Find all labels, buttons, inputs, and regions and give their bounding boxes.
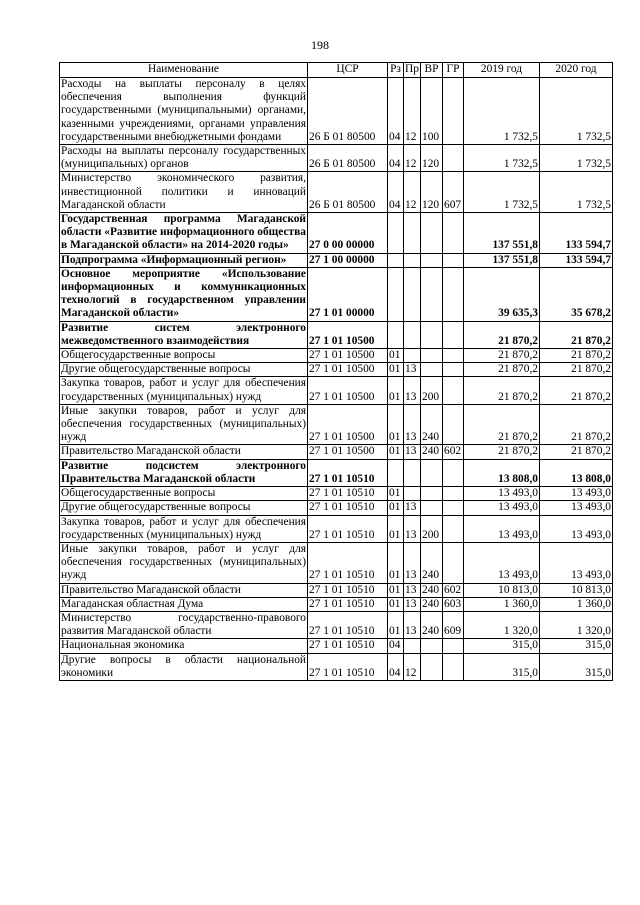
cell-gr [443,78,464,145]
cell-csr: 27 1 01 10510 [308,653,388,680]
cell-pr: 13 [404,597,421,611]
page-number: 198 [311,38,329,52]
table-row [60,78,613,145]
cell-name: Расходы на выплаты персоналу в целях обеспечения выполнения функций государственными (муниципальными) органами, казенными учреждениями, органами управления государственными внебюджетными фондами [61,78,306,143]
cell-csr: 26 Б 01 80500 [308,172,388,213]
cell-pr [404,459,421,486]
cell-gr: 602 [443,445,464,459]
cell-rz: 01 [388,377,404,404]
cell-rz: 04 [388,653,404,680]
cell-csr: 27 1 01 10510 [308,459,388,486]
cell-gr [443,653,464,680]
cell-vr [421,639,443,653]
cell-rz [388,267,404,321]
cell-2019: 39 635,3 [464,267,540,321]
cell-pr: 13 [404,611,421,638]
header-2020: 2020 год [540,63,613,78]
cell-2020: 21 870,2 [540,377,613,404]
cell-vr [421,459,443,486]
cell-gr [443,267,464,321]
cell-2020: 21 870,2 [540,363,613,377]
cell-gr [443,363,464,377]
cell-2020: 13 808,0 [540,459,613,486]
cell-name: Расходы на выплаты персоналу государственных (муниципальных) органов [61,145,306,171]
cell-pr: 12 [404,145,421,172]
cell-gr [443,145,464,172]
table-row [60,639,613,653]
cell-vr: 240 [421,542,443,583]
cell-2020: 315,0 [540,639,613,653]
cell-2019: 1 320,0 [464,611,540,638]
cell-rz: 01 [388,445,404,459]
table-row [60,172,613,213]
header-pr: Пр [404,63,421,78]
cell-gr [443,321,464,348]
cell-vr [421,267,443,321]
header-rz: Рз [388,63,404,78]
cell-csr: 27 1 01 10510 [308,501,388,515]
cell-csr: 27 1 01 10510 [308,597,388,611]
cell-gr [443,501,464,515]
cell-name: Иные закупки товаров, работ и услуг для обеспечения государственных (муниципальных) нужд [61,404,306,444]
cell-rz [388,321,404,348]
cell-csr: 27 1 01 10500 [308,321,388,348]
cell-name: Министерство экономического развития, инвестиционной политики и инноваций Магаданской области [61,172,306,211]
cell-csr: 27 1 01 10500 [308,377,388,404]
cell-2020: 13 493,0 [540,542,613,583]
cell-rz: 01 [388,349,404,363]
cell-2019: 137 551,8 [464,253,540,267]
cell-rz: 01 [388,583,404,597]
cell-pr: 13 [404,445,421,459]
cell-vr [421,253,443,267]
cell-csr: 26 Б 01 80500 [308,78,388,145]
cell-vr: 100 [421,78,443,145]
header-vr: ВР [421,63,443,78]
cell-csr: 27 1 01 10510 [308,611,388,638]
cell-2019: 13 493,0 [464,542,540,583]
cell-rz: 01 [388,487,404,501]
cell-gr [443,404,464,445]
cell-2019: 21 870,2 [464,349,540,363]
cell-gr [443,515,464,542]
cell-vr: 240 [421,445,443,459]
cell-2019: 1 360,0 [464,597,540,611]
table-row [60,349,613,363]
cell-csr: 27 1 01 10510 [308,487,388,501]
cell-name: Подпрограмма «Информационный регион» [60,253,308,267]
table-row [60,213,613,254]
cell-csr: 27 1 01 10500 [308,363,388,377]
cell-csr: 27 1 01 10500 [308,445,388,459]
table-body [60,78,613,681]
cell-pr: 13 [404,515,421,542]
cell-vr: 240 [421,611,443,638]
table-row [60,611,613,638]
cell-2020: 315,0 [540,653,613,680]
cell-pr [404,487,421,501]
table-row [60,501,613,515]
cell-2019: 21 870,2 [464,321,540,348]
cell-vr: 240 [421,597,443,611]
cell-2019: 1 732,5 [464,145,540,172]
cell-name: Закупка товаров, работ и услуг для обеспечения государственных (муниципальных) нужд [61,515,306,541]
cell-gr [443,459,464,486]
cell-vr: 120 [421,172,443,213]
cell-pr [404,253,421,267]
cell-rz: 01 [388,363,404,377]
cell-name: Министерство государственно-правового развития Магаданской области [61,611,306,638]
cell-pr [404,267,421,321]
cell-rz: 01 [388,404,404,445]
cell-vr: 240 [421,404,443,445]
table-row [60,445,613,459]
header-csr: ЦСР [308,63,388,78]
cell-name: Иные закупки товаров, работ и услуг для обеспечения государственных (муниципальных) нужд [61,542,306,582]
cell-rz: 04 [388,78,404,145]
cell-2020: 21 870,2 [540,349,613,363]
table-row [60,597,613,611]
cell-pr: 13 [404,404,421,445]
cell-rz: 01 [388,611,404,638]
cell-vr: 200 [421,377,443,404]
table-row [60,487,613,501]
cell-rz [388,213,404,254]
table-row [60,321,613,348]
cell-vr: 240 [421,583,443,597]
cell-2019: 13 493,0 [464,501,540,515]
cell-name: Общегосударственные вопросы [60,487,308,501]
cell-csr: 27 1 01 10510 [308,515,388,542]
cell-rz: 04 [388,639,404,653]
cell-pr: 13 [404,363,421,377]
cell-2019: 1 732,5 [464,172,540,213]
cell-2019: 13 493,0 [464,487,540,501]
cell-2020: 1 732,5 [540,145,613,172]
cell-2020: 13 493,0 [540,501,613,515]
cell-2020: 21 870,2 [540,445,613,459]
budget-table [59,62,613,681]
cell-pr: 13 [404,583,421,597]
cell-2019: 137 551,8 [464,213,540,254]
cell-2020: 133 594,7 [540,213,613,254]
cell-2019: 315,0 [464,639,540,653]
table-header-row [60,63,613,78]
cell-2020: 21 870,2 [540,404,613,445]
cell-2019: 315,0 [464,653,540,680]
cell-pr [404,213,421,254]
cell-name: Национальная экономика [60,639,308,653]
cell-vr: 200 [421,515,443,542]
cell-2020: 1 360,0 [540,597,613,611]
cell-2020: 21 870,2 [540,321,613,348]
cell-vr [421,363,443,377]
cell-rz: 01 [388,515,404,542]
cell-2020: 13 493,0 [540,487,613,501]
cell-pr [404,321,421,348]
table-row [60,267,613,321]
cell-gr [443,377,464,404]
cell-name: Правительство Магаданской области [60,445,308,459]
cell-name: Другие вопросы в области национальной экономики [61,653,306,679]
table-row [60,583,613,597]
cell-vr [421,653,443,680]
cell-2019: 10 813,0 [464,583,540,597]
cell-gr [443,253,464,267]
cell-pr: 12 [404,172,421,213]
cell-rz: 01 [388,542,404,583]
cell-csr: 27 1 01 10510 [308,583,388,597]
cell-name: Магаданская областная Дума [60,597,308,611]
cell-2019: 13 493,0 [464,515,540,542]
cell-csr: 27 1 01 00000 [308,267,388,321]
cell-rz: 01 [388,501,404,515]
cell-2019: 21 870,2 [464,404,540,445]
cell-vr [421,321,443,348]
cell-name: Основное мероприятие «Использование информационных и коммуникационных технологий в государственном управлении Магаданской области» [61,267,306,320]
cell-2020: 1 320,0 [540,611,613,638]
cell-csr: 27 1 01 10500 [308,349,388,363]
cell-vr: 120 [421,145,443,172]
cell-gr [443,542,464,583]
cell-name: Общегосударственные вопросы [60,349,308,363]
cell-gr: 609 [443,611,464,638]
cell-gr [443,487,464,501]
cell-2020: 133 594,7 [540,253,613,267]
cell-2019: 1 732,5 [464,78,540,145]
table-row [60,515,613,542]
cell-pr: 13 [404,542,421,583]
cell-gr [443,349,464,363]
cell-2020: 13 493,0 [540,515,613,542]
cell-gr: 602 [443,583,464,597]
cell-2020: 35 678,2 [540,267,613,321]
cell-csr: 26 Б 01 80500 [308,145,388,172]
cell-name: Другие общегосударственные вопросы [60,501,308,515]
cell-rz: 01 [388,597,404,611]
table-row [60,377,613,404]
table-row [60,459,613,486]
header-name: Наименование [60,63,308,78]
cell-2020: 1 732,5 [540,78,613,145]
cell-name: Государственная программа Магаданской области «Развитие информационного общества в Магаданской области» на 2014-2020 годы» [61,213,306,252]
table-row [60,145,613,172]
cell-gr: 607 [443,172,464,213]
cell-2019: 21 870,2 [464,363,540,377]
cell-2020: 1 732,5 [540,172,613,213]
cell-vr [421,487,443,501]
cell-name: Правительство Магаданской области [60,583,308,597]
cell-name: Развитие систем электронного межведомственного взаимодействия [61,321,306,347]
cell-gr [443,639,464,653]
cell-pr [404,349,421,363]
cell-gr: 603 [443,597,464,611]
cell-2019: 21 870,2 [464,377,540,404]
cell-name: Другие общегосударственные вопросы [60,363,308,377]
cell-csr: 27 1 01 10500 [308,404,388,445]
cell-rz [388,253,404,267]
table-row [60,253,613,267]
cell-csr: 27 1 01 10510 [308,639,388,653]
cell-name: Закупка товаров, работ и услуг для обеспечения государственных (муниципальных) нужд [61,377,306,403]
cell-pr: 13 [404,377,421,404]
cell-vr [421,213,443,254]
cell-vr [421,349,443,363]
cell-rz [388,459,404,486]
header-2019: 2019 год [464,63,540,78]
table-row [60,404,613,445]
cell-pr [404,639,421,653]
cell-2019: 21 870,2 [464,445,540,459]
cell-csr: 27 0 00 00000 [308,213,388,254]
header-gr: ГР [443,63,464,78]
table-row [60,363,613,377]
table-row [60,542,613,583]
cell-2020: 10 813,0 [540,583,613,597]
cell-pr: 13 [404,501,421,515]
cell-rz: 04 [388,172,404,213]
cell-name: Развитие подсистем электронного Правительства Магаданской области [61,459,306,485]
cell-csr: 27 1 01 10510 [308,542,388,583]
cell-2019: 13 808,0 [464,459,540,486]
cell-csr: 27 1 00 00000 [308,253,388,267]
table-row [60,653,613,680]
cell-gr [443,213,464,254]
cell-rz: 04 [388,145,404,172]
cell-pr: 12 [404,653,421,680]
cell-pr: 12 [404,78,421,145]
cell-vr [421,501,443,515]
